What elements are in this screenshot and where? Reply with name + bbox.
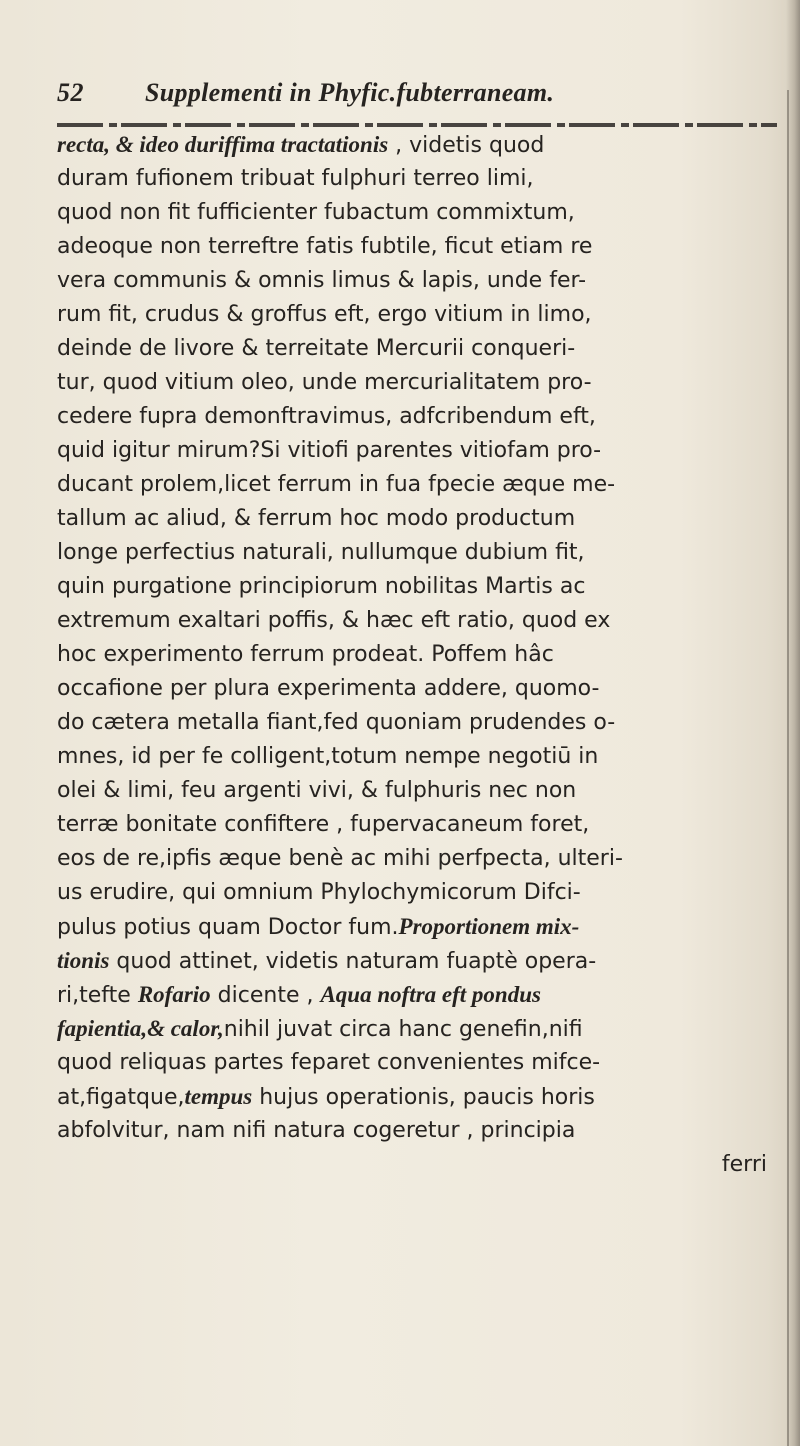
text-line — [57, 774, 785, 808]
text-segment: terræ bonitate confiftere , fupervacaneum foret, — [57, 812, 590, 837]
text-segment: quod reliquas partes feparet convenientes mifce- — [57, 1050, 601, 1075]
text-segment: at,figatque, — [57, 1085, 185, 1110]
text-segment: occafione per plura experimenta addere, quomo- — [57, 676, 600, 701]
text-segment: ducant prolem,licet ferrum in fua fpecie æque me- — [57, 472, 616, 497]
italic-phrase: Proportionem mix- — [398, 914, 580, 939]
text-line — [57, 604, 785, 638]
text-segment: do cætera metalla fiant,fed quoniam prudendes o- — [57, 710, 616, 735]
italic-phrase: Aqua noftra eft pondus — [320, 982, 541, 1007]
italic-phrase: tempus — [184, 1084, 253, 1109]
text-segment: rum fit, crudus & groffus eft, ergo vitium in limo, — [57, 302, 592, 327]
text-line — [57, 298, 785, 332]
page-gutter-line — [787, 90, 789, 1446]
text-line — [57, 1148, 785, 1182]
text-line — [57, 570, 785, 604]
text-segment: vera communis & omnis limus & lapis, unde fer- — [57, 268, 587, 293]
text-line — [57, 366, 785, 400]
text-segment: us erudire, qui omnium Phylochymicorum Difci- — [57, 880, 581, 905]
text-segment: cedere fupra demonftravimus, adfcribendum eft, — [57, 404, 596, 429]
text-segment: hoc experimento ferrum prodeat. Poffem hâc — [57, 642, 554, 667]
text-line — [57, 1046, 785, 1080]
text-line — [57, 264, 785, 298]
text-line — [57, 536, 785, 570]
text-segment: longe perfectius naturali, nullumque dubium fit, — [57, 540, 585, 565]
text-line — [57, 230, 785, 264]
header-rule — [57, 123, 777, 127]
text-line — [57, 842, 785, 876]
text-segment: extremum exaltari poffis, & hæc eft ratio, quod ex — [57, 608, 611, 633]
text-line — [57, 1012, 785, 1046]
text-segment: adeoque non terreftre fatis fubtile, ficut etiam re — [57, 234, 593, 259]
text-line — [57, 672, 785, 706]
text-segment: quin purgatione principiorum nobilitas Martis ac — [57, 574, 586, 599]
page-number: 52 — [57, 78, 84, 107]
text-line — [57, 944, 785, 978]
text-segment: duram fufionem tribuat fulphuri terreo limi, — [57, 166, 534, 191]
text-line — [57, 910, 785, 944]
text-segment: tur, quod vitium oleo, unde mercurialitatem pro- — [57, 370, 592, 395]
text-line — [57, 638, 785, 672]
text-segment: tallum ac aliud, & ferrum hoc modo productum — [57, 506, 576, 531]
text-line — [57, 400, 785, 434]
text-segment: quid igitur mirum?Si vitiofi parentes vitiofam pro- — [57, 438, 602, 463]
text-segment: nihil juvat circa hanc genefin,nifi — [223, 1017, 583, 1042]
running-title: Supplementi in Phyfic.fubterraneam. — [145, 78, 555, 107]
page-header — [57, 78, 777, 118]
text-segment: dicente , — [210, 983, 321, 1008]
italic-phrase: Rofario — [137, 982, 211, 1007]
text-segment: ferri — [721, 1152, 767, 1177]
text-line — [57, 740, 785, 774]
text-segment: olei & limi, feu argenti vivi, & fulphuris nec non — [57, 778, 577, 803]
body-text — [57, 128, 785, 1182]
text-line — [57, 1080, 785, 1114]
text-line — [57, 876, 785, 910]
text-line — [57, 434, 785, 468]
text-line — [57, 1114, 785, 1148]
text-segment: , videtis quod — [388, 133, 545, 158]
text-line — [57, 468, 785, 502]
text-segment: ri,tefte — [57, 983, 138, 1008]
text-line — [57, 332, 785, 366]
text-line — [57, 978, 785, 1012]
text-line — [57, 196, 785, 230]
italic-phrase: recta, & ideo duriffima tractationis — [57, 132, 389, 157]
text-line — [57, 128, 785, 162]
text-segment: eos de re,ipfis æque benè ac mihi perfpecta, ulteri- — [57, 846, 623, 871]
text-segment: deinde de livore & terreitate Mercurii conqueri- — [57, 336, 576, 361]
italic-phrase: fapientia,& calor, — [57, 1016, 224, 1041]
text-segment: mnes, id per fe colligent,totum nempe negotiū in — [57, 744, 599, 769]
text-line — [57, 808, 785, 842]
text-segment: quod non fit fufficienter fubactum commixtum, — [57, 200, 575, 225]
text-segment: abfolvitur, nam nifi natura cogeretur , principia — [57, 1118, 576, 1143]
text-segment: quod attinet, videtis naturam fuaptè opera- — [109, 949, 597, 974]
text-line — [57, 502, 785, 536]
text-segment: pulus potius quam Doctor fum. — [57, 915, 399, 940]
text-line — [57, 706, 785, 740]
text-segment: hujus operationis, paucis horis — [252, 1085, 595, 1110]
text-line — [57, 162, 785, 196]
italic-phrase: tionis — [57, 948, 110, 973]
